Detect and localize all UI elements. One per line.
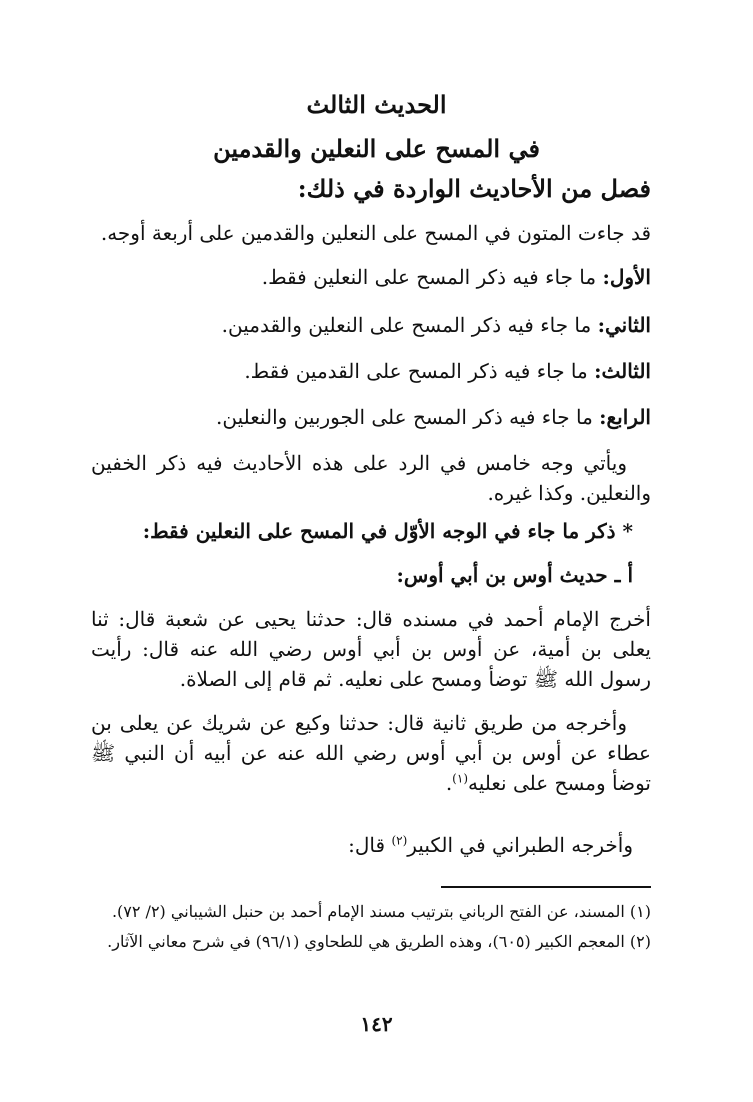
- aspect-2-text: ما جاء فيه ذكر المسح على النعلين والقدمين.: [221, 313, 598, 337]
- section-heading: فصل من الأحاديث الواردة في ذلك:: [297, 174, 651, 203]
- page-number: ١٤٢: [360, 1012, 393, 1036]
- aspect-4-label: الرابع:: [599, 405, 651, 429]
- footnote-divider: [441, 886, 651, 888]
- aspect-2: [91, 310, 651, 340]
- aspect-1-text: ما جاء فيه ذكر المسح على النعلين فقط.: [261, 265, 603, 289]
- footnote-ref-2: (٢): [391, 833, 408, 848]
- chapter-title: الحديث الثالث: [306, 90, 447, 119]
- fifth-aspect-paragraph: ويأتي وجه خامس في الرد على هذه الأحاديث فيه ذكر الخفين والنعلين. وكذا غيره.: [91, 451, 651, 505]
- paragraph-ahmad: أخرج الإمام أحمد في مسنده قال: حدثنا يحيى عن شعبة قال: ثنا يعلى بن أمية، عن أوس بن أبي أوس رضي الله عنه قال: رأيت رسول الله ﷺ توضأ ومسح على نعليه. ثم قام إلى الصلاة.: [91, 607, 651, 691]
- aspect-4-text: ما جاء فيه ذكر المسح على الجوربين والنعلين.: [216, 405, 600, 429]
- footnote-2: (٢) المعجم الكبير (٦٠٥)، وهذه الطريق هي للطحاوي (٩٦/١) في شرح معاني الآثار.: [107, 932, 651, 951]
- hadith-subheading: أ ـ حديث أوس بن أبي أوس:: [396, 563, 633, 587]
- intro-line: قد جاءت المتون في المسح على النعلين والقدمين على أربعة أوجه.: [100, 221, 651, 245]
- aspect-1-label: الأول:: [602, 265, 651, 289]
- paragraph-second-route-end: .: [445, 771, 453, 795]
- footnote-ref-1: (١): [452, 771, 468, 786]
- paragraph-tabarani-text: وأخرجه الطبراني في الكبير: [407, 833, 633, 857]
- paragraph-second-route-text: وأخرجه من طريق ثانية قال: حدثنا وكيع عن شريك عن يعلى بن عطاء عن أوس بن أبي أوس رضي الله عنه عن أبيه أن النبي ﷺ توضأ ومسح على نعليه: [91, 711, 651, 795]
- chapter-subtitle: في المسح على النعلين والقدمين: [213, 134, 540, 163]
- aspect-3: [91, 356, 651, 386]
- paragraph-tabarani-end: قال:: [348, 833, 392, 857]
- star-line: * ذكر ما جاء في الوجه الأوّل في المسح على النعلين فقط:: [142, 519, 633, 543]
- paragraph-tabarani: [73, 830, 633, 860]
- aspect-3-text: ما جاء فيه ذكر المسح على القدمين فقط.: [244, 359, 595, 383]
- aspect-3-label: الثالث:: [594, 359, 651, 383]
- footnote-1: (١) المسند، عن الفتح الرباني بترتيب مسند الإمام أحمد بن حنبل الشيباني (٢/ ٧٢).: [111, 902, 651, 921]
- aspect-1: [91, 262, 651, 292]
- aspect-2-label: الثاني:: [597, 313, 651, 337]
- paragraph-second-route: [91, 708, 651, 798]
- aspect-4: [91, 402, 651, 432]
